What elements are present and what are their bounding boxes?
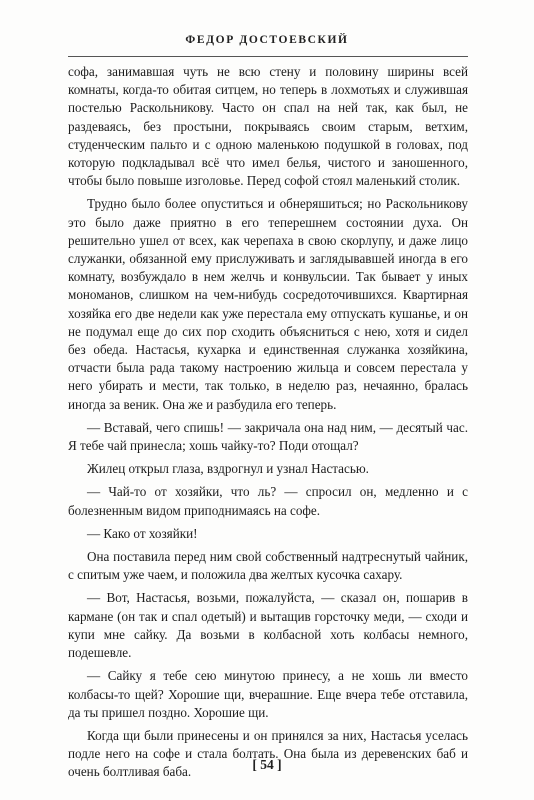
paragraph: софа, занимавшая чуть не всю стену и половину ширины всей комнаты, когда-то обитая ситцем, но теперь в лохмотьях и служившая постелью Раскольникову. Часто он спал на ней так, как был, не раздеваясь, без простыни, покрываясь своим старым, ветхим, студенческим пальто и с одною маленькою подушкой в головах, под которую подкладывал всё что имел белья, чистого и заношенного, чтобы было повыше изголовье. Перед софой стоял маленький столик. — [68, 64, 468, 189]
paragraph: — Вот, Настасья, возьми, пожалуйста, — сказал он, пошарив в кармане (он так и спал одетый) и вытащив горсточку меди, — сходи и купи мне сайку. Да возьми в колбасной хоть колбасы немного, подешевле. — [68, 590, 468, 661]
paragraph: — Како от хозяйки! — [87, 525, 198, 541]
running-header: ФЕДОР ДОСТОЕВСКИЙ — [185, 34, 349, 46]
page-number: [ 54 ] — [252, 757, 282, 772]
header-rule — [68, 56, 468, 57]
paragraph: — Чай-то от хозяйки, что ль? — спросил он, медленно и с болезненным видом приподнимаясь на софе. — [68, 484, 468, 518]
paragraph: — Сайку я тебе сею минутою принесу, а не хошь ли вместо колбасы-то щей? Хорошие щи, вчерашние. Еще вчера тебе отставила, да ты пришел поздно. Хорошие щи. — [68, 668, 468, 720]
paragraph: — Вставай, чего спишь! — закричала она над ним, — десятый час. Я тебе чай принесла; хошь чайку-то? Поди отощал? — [68, 419, 468, 454]
paragraph: Трудно было более опуститься и обнеряшиться; но Раскольникову это было даже приятно в его теперешнем состоянии духа. Он решительно ушел от всех, как черепаха в свою скорлупу, и даже лицо служанки, обязанной ему прислуживать и заглядывавшей иногда в его комнату, возбуждало в нем желчь и конвульсии. Так бывает у иных мономанов, слишком на чем-нибудь сосредоточившихся. Квартирная хозяйка его две недели как уже перестала ему отпускать кушанье, и он не подумал еще до сих пор сходить объясниться с нею, хотя и сидел без обеда. Настасья, кухарка и единственная служанка хозяйкина, отчасти была рада такому настроению жильца и совсем перестала у него убирать и мести, так только, в неделю раз, нечаянно, бралась иногда за веник. Она же и разбудила его теперь. — [68, 196, 468, 412]
body-text — [68, 63, 468, 787]
paragraph: Жилец открыл глаза, вздрогнул и узнал Настасью. — [87, 461, 369, 477]
paragraph: Она поставила перед ним свой собственный надтреснутый чайник, с спитым уже чаем, и положила два желтых кусочка сахару. — [68, 549, 468, 583]
paragraph: Когда щи были принесены и он принялся за них, Настасья уселась подле него на софе и стала болтать. Она была из деревенских баб и очень болтливая баба. — [68, 727, 468, 780]
